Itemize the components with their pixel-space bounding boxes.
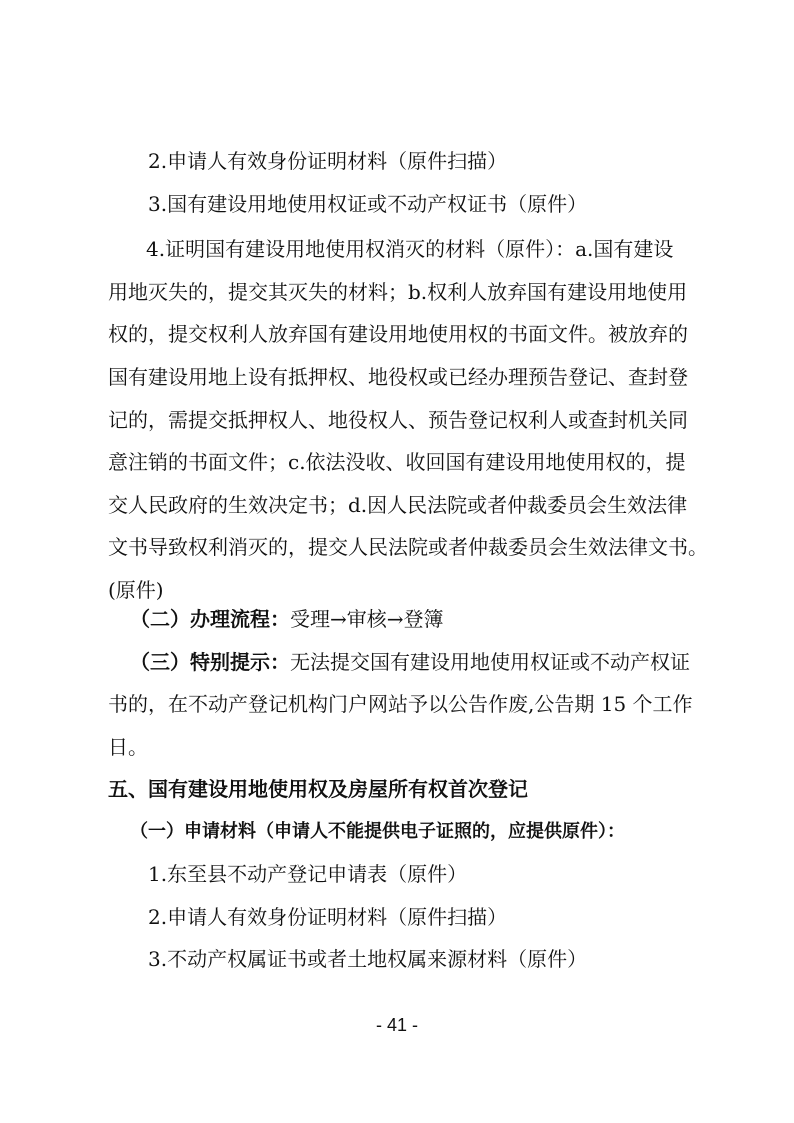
special-tip-label: （三）特别提示： bbox=[130, 650, 290, 674]
item-ownership-certificate: 3.不动产权属证书或者土地权属来源材料（原件） bbox=[148, 947, 588, 971]
item-application-form: 1.东至县不动产登记申请表（原件） bbox=[148, 862, 468, 886]
special-tip bbox=[130, 648, 690, 676]
section-five-subheading: （一）申请材料（申请人不能提供电子证照的，应提供原件）： bbox=[130, 821, 625, 842]
process-flow-label: （二）办理流程： bbox=[130, 607, 290, 631]
paragraph-line: 记的，需提交抵押权人、地役权人、预告登记权利人或查封机关同 bbox=[108, 408, 688, 432]
page-number: - 41 - bbox=[375, 1015, 418, 1035]
item-land-certificate: 3.国有建设用地使用权证或不动产权证书（原件） bbox=[148, 192, 588, 216]
paragraph-line: 权的，提交权利人放弃国有建设用地使用权的书面文件。被放弃的 bbox=[108, 322, 688, 346]
special-tip-continued: 书的，在不动产登记机构门户网站予以公告作废,公告期 15 个工作 bbox=[108, 692, 693, 716]
paragraph-line: 交人民政府的生效决定书；d.因人民法院或者仲裁委员会生效法律 bbox=[108, 493, 688, 517]
paragraph-line: 国有建设用地上设有抵押权、地役权或已经办理预告登记、查封登 bbox=[108, 365, 688, 389]
paragraph-line: 文书导致权利消灭的，提交人民法院或者仲裁委员会生效法律文书。 bbox=[108, 535, 708, 559]
item-identity-proof: 2.申请人有效身份证明材料（原件扫描） bbox=[148, 905, 508, 929]
process-flow bbox=[130, 605, 444, 633]
item-identity-proof: 2.申请人有效身份证明材料（原件扫描） bbox=[148, 149, 508, 173]
paragraph-line: (原件) bbox=[108, 578, 164, 602]
special-tip-continued: 日。 bbox=[108, 735, 148, 759]
special-tip-text: 无法提交国有建设用地使用权证或不动产权证 bbox=[290, 650, 690, 674]
paragraph-line: 意注销的书面文件；c.依法没收、收回国有建设用地使用权的，提 bbox=[108, 450, 686, 474]
paragraph-line: 4.证明国有建设用地使用权消灭的材料（原件）：a.国有建设 bbox=[146, 237, 674, 261]
section-five-heading: 五、国有建设用地使用权及房屋所有权首次登记 bbox=[108, 777, 528, 801]
paragraph-line: 用地灭失的，提交其灭失的材料；b.权利人放弃国有建设用地使用 bbox=[108, 280, 688, 304]
process-flow-text: 受理→审核→登簿 bbox=[290, 607, 444, 631]
